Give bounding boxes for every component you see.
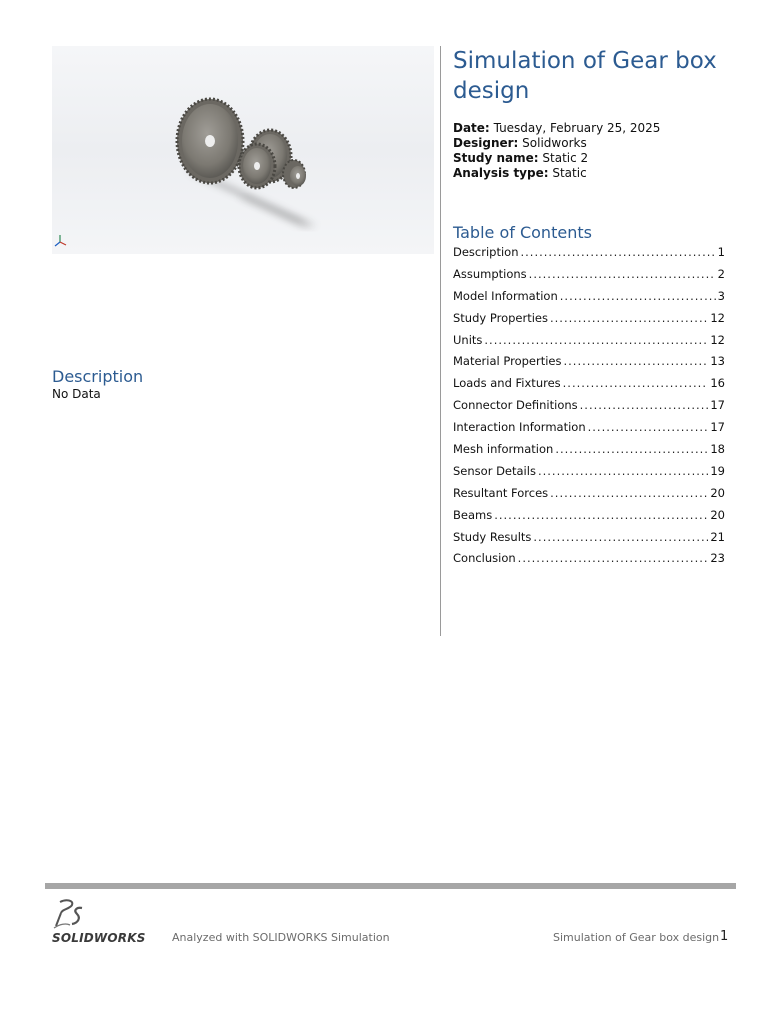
table-of-contents xyxy=(453,242,725,570)
toc-item-page: 20 xyxy=(710,507,725,522)
toc-item-page: 1 xyxy=(717,245,725,259)
toc-item-model-information[interactable] xyxy=(453,286,725,308)
toc-item-label: Loads and Fixtures xyxy=(453,376,561,391)
analysis-type-label: Analysis type: xyxy=(453,166,549,180)
toc-item-page: 23 xyxy=(710,551,725,566)
report-title: Simulation of Gear box design xyxy=(453,48,717,104)
toc-item-interaction-information[interactable] xyxy=(453,417,725,439)
toc-item-page: 17 xyxy=(710,398,725,413)
toc-item-label: Study Properties xyxy=(453,310,548,325)
toc-item-page: 18 xyxy=(710,442,725,457)
toc-item-conclusion[interactable] xyxy=(453,548,725,570)
footer-rule xyxy=(45,883,736,889)
toc-item-label: Description xyxy=(453,245,519,259)
toc-item-label: Connector Definitions xyxy=(453,398,578,413)
toc-item-beams[interactable] xyxy=(453,505,725,527)
toc-item-label: Material Properties xyxy=(453,354,562,369)
analysis-type-row xyxy=(453,166,660,181)
page-number: 1 xyxy=(720,929,729,944)
designer-value: Solidworks xyxy=(522,136,587,150)
toc-item-page: 3 xyxy=(717,288,725,303)
description-text: No Data xyxy=(52,387,101,401)
solidworks-logo xyxy=(52,898,156,948)
toc-item-resultant-forces[interactable] xyxy=(453,483,725,505)
toc-item-label: Study Results xyxy=(453,529,532,544)
toc-item-label: Interaction Information xyxy=(453,420,586,435)
toc-item-material-properties[interactable] xyxy=(453,351,725,373)
toc-item-assumptions[interactable] xyxy=(453,264,725,286)
designer-label: Designer: xyxy=(453,136,519,150)
toc-item-page: 12 xyxy=(710,332,725,347)
toc-item-connector-definitions[interactable] xyxy=(453,395,725,417)
analysis-type-value: Static xyxy=(552,166,587,180)
ds-logo-icon xyxy=(52,898,92,930)
large-gear-icon xyxy=(177,99,243,183)
solidworks-wordmark: SOLIDWORKS xyxy=(52,931,146,945)
footer-doc-title: Simulation of Gear box design xyxy=(553,931,720,944)
axis-triad-icon xyxy=(55,235,66,246)
toc-item-study-properties[interactable] xyxy=(453,308,725,330)
designer-row xyxy=(453,136,660,151)
toc-item-units[interactable] xyxy=(453,330,725,352)
toc-item-label: Mesh information xyxy=(453,442,554,457)
toc-item-sensor-details[interactable] xyxy=(453,461,725,483)
small-gear-icon xyxy=(283,160,306,188)
gear-model-image xyxy=(52,46,434,254)
toc-item-page: 21 xyxy=(710,529,725,544)
study-name-row xyxy=(453,151,660,166)
toc-item-page: 2 xyxy=(717,266,725,281)
date-label: Date: xyxy=(453,121,490,135)
date-row xyxy=(453,121,660,136)
toc-item-label: Assumptions xyxy=(453,266,527,281)
toc-item-study-results[interactable] xyxy=(453,527,725,549)
toc-item-label: Beams xyxy=(453,507,493,522)
description-heading: Description xyxy=(52,367,144,386)
toc-item-description[interactable] xyxy=(453,242,725,264)
toc-heading: Table of Contents xyxy=(453,223,592,242)
toc-item-loads-and-fixtures[interactable] xyxy=(453,373,725,395)
toc-item-label: Resultant Forces xyxy=(453,485,549,500)
toc-item-label: Units xyxy=(453,332,483,347)
toc-item-page: 13 xyxy=(710,354,725,369)
footer-analyzed-with: Analyzed with SOLIDWORKS Simulation xyxy=(172,931,390,944)
toc-item-page: 20 xyxy=(710,485,725,500)
study-name-value: Static 2 xyxy=(542,151,589,165)
toc-item-page: 16 xyxy=(710,376,725,391)
toc-item-mesh-information[interactable] xyxy=(453,439,725,461)
column-divider xyxy=(440,46,441,636)
gear-assembly-render xyxy=(52,46,434,254)
study-name-label: Study name: xyxy=(453,151,539,165)
toc-item-label: Model Information xyxy=(453,288,558,303)
toc-item-label: Conclusion xyxy=(453,551,516,566)
toc-item-page: 12 xyxy=(710,310,725,325)
toc-item-page: 17 xyxy=(710,420,725,435)
date-value: Tuesday, February 25, 2025 xyxy=(493,121,661,135)
toc-item-label: Sensor Details xyxy=(453,463,536,478)
toc-item-page: 19 xyxy=(710,463,725,478)
report-meta xyxy=(453,121,660,181)
